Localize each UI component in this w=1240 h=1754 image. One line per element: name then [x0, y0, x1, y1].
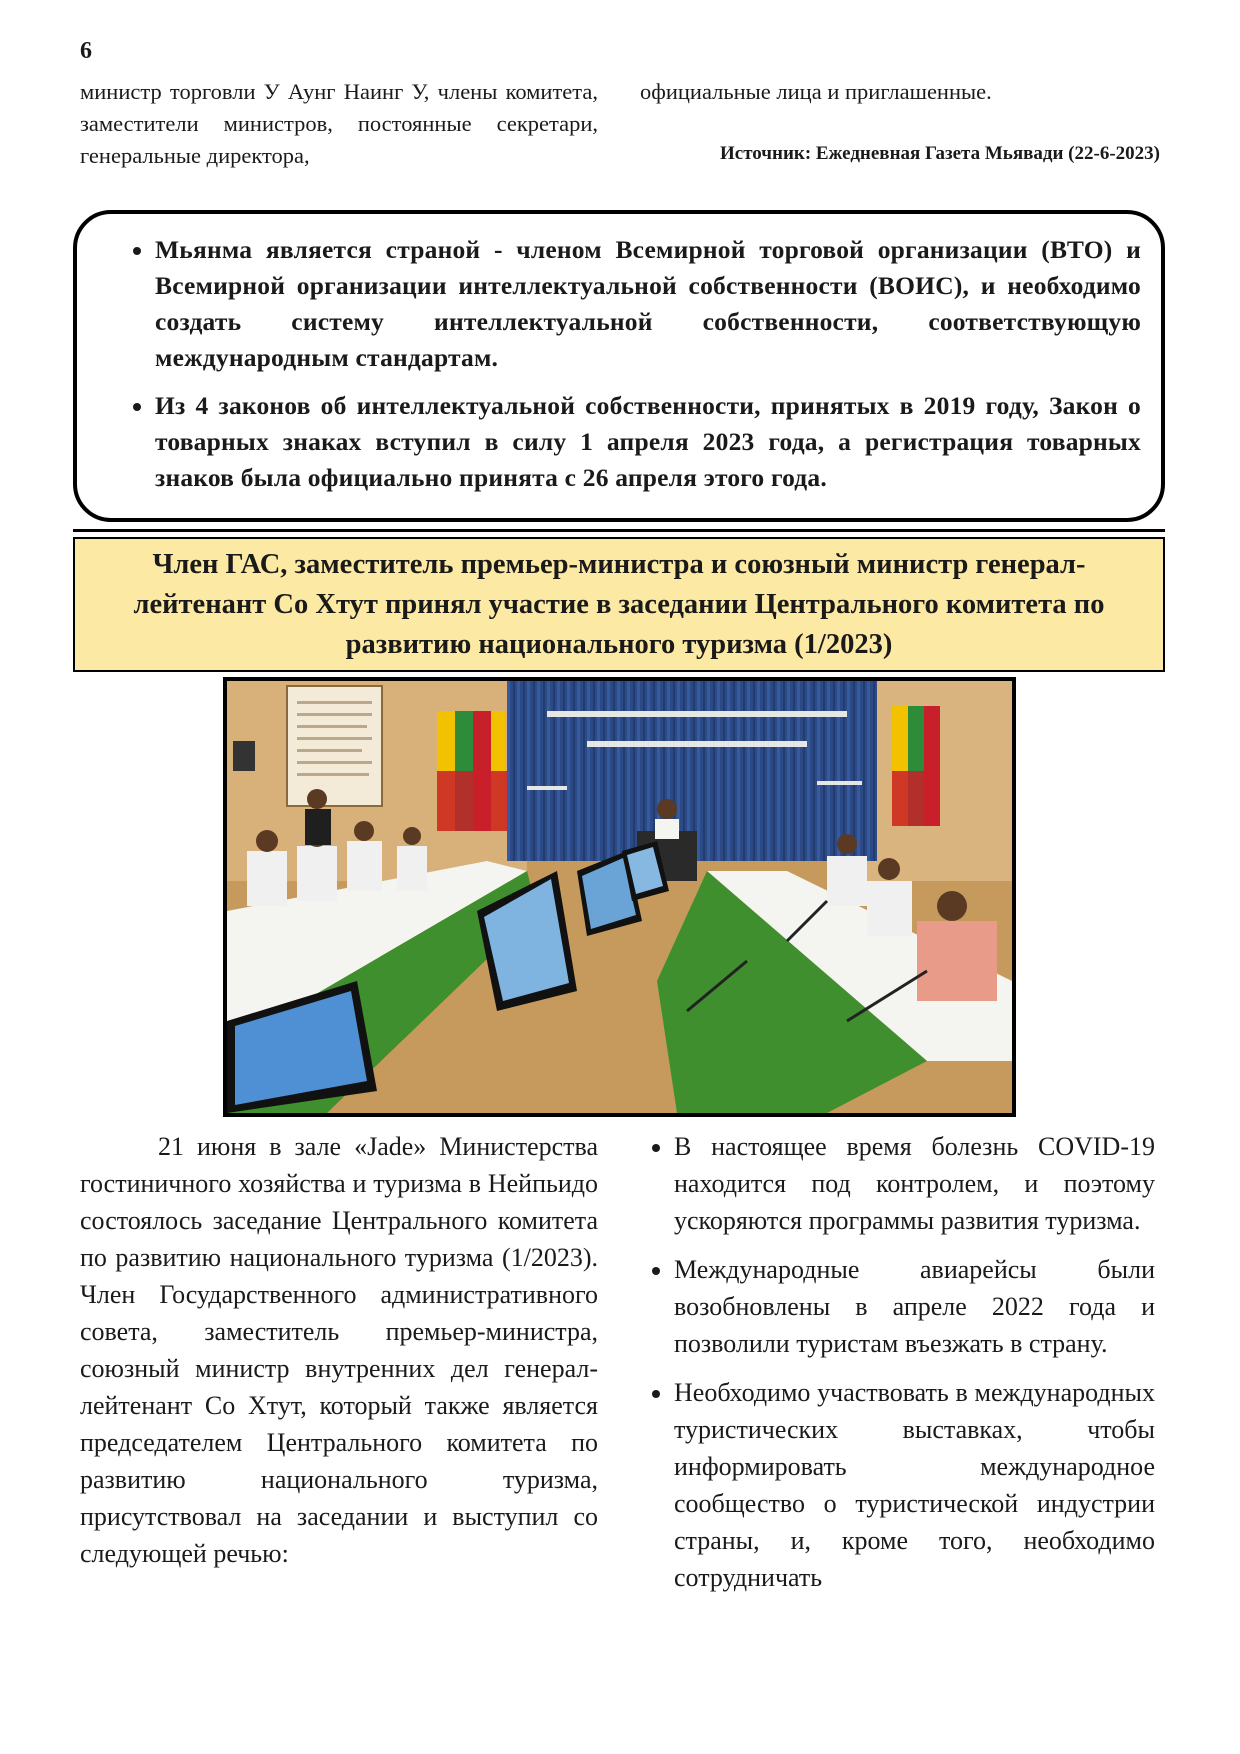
section-divider [73, 529, 1165, 532]
headline-line-2: лейтенант Со Хтут принял участие в заседании Центрального комитета по [133, 589, 1105, 620]
meeting-photo [223, 677, 1016, 1117]
article-right-column [640, 1128, 1155, 1608]
highlight-bullet-2: • Из 4 законов об интеллектуальной собственности, принятых в 2019 году, Закон о товарных знаках вступил в силу 1 апреля 2023 года, а регистрация товарных знаков была официально принята с 26 апреля этого года. [155, 388, 1141, 496]
highlight-bullet-1: • Мьянма является страной - членом Всемирной торговой организации (ВТО) и Всемирной организации интеллектуальной собственности (ВОИС), и необходимо создать систему интеллектуальной собственности, соответствующую международным стандартам. [155, 232, 1141, 376]
article-headline [73, 537, 1165, 672]
highlight-box [73, 210, 1165, 522]
top-right-column [640, 76, 1160, 170]
top-left-text: министр торговли У Аунг Наинг У, члены комитета, заместители министров, постоянные секретари, генеральные директора, [80, 79, 598, 168]
page-number: 6 [80, 38, 92, 64]
speech-point-3: • Необходимо участвовать в международных туристических выставках, чтобы информировать международное сообщество о туристической индустрии страны, и, кроме того, необходимо сотрудничать [674, 1374, 1155, 1596]
speech-point-2: • Международные авиарейсы были возобновлены в апреле 2022 года и позволили туристам въезжать в страну. [674, 1251, 1155, 1362]
article-left-paragraph: 21 июня в зале «Jade» Министерства гостиничного хозяйства и туризма в Нейпьидо состоялось заседание Центрального комитета по развитию национального туризма (1/2023). Член Государственного административного совета, заместитель премьер-министра, союзный министр внутренних дел генерал-лейтенант Со Хтут, который также является председателем Центрального комитета по развитию национального туризма, присутствовал на заседании и выступил со следующей речью: [80, 1132, 598, 1568]
headline-line-3: развитию национального туризма (1/2023) [345, 629, 893, 660]
source-line: Источник: Ежедневная Газета Мьявади (22-6-2023) [720, 143, 1160, 164]
speech-point-1: • В настоящее время болезнь COVID-19 находится под контролем, и поэтому ускоряются программы развития туризма. [674, 1128, 1155, 1239]
speech-points-list [640, 1128, 1155, 1596]
top-right-text: официальные лица и приглашенные. [640, 79, 992, 104]
headline-line-1: Член ГАС, заместитель премьер-министра и союзный министр генерал- [152, 549, 1086, 580]
meeting-photo-illustration [227, 681, 1012, 1113]
highlight-list [97, 232, 1141, 496]
